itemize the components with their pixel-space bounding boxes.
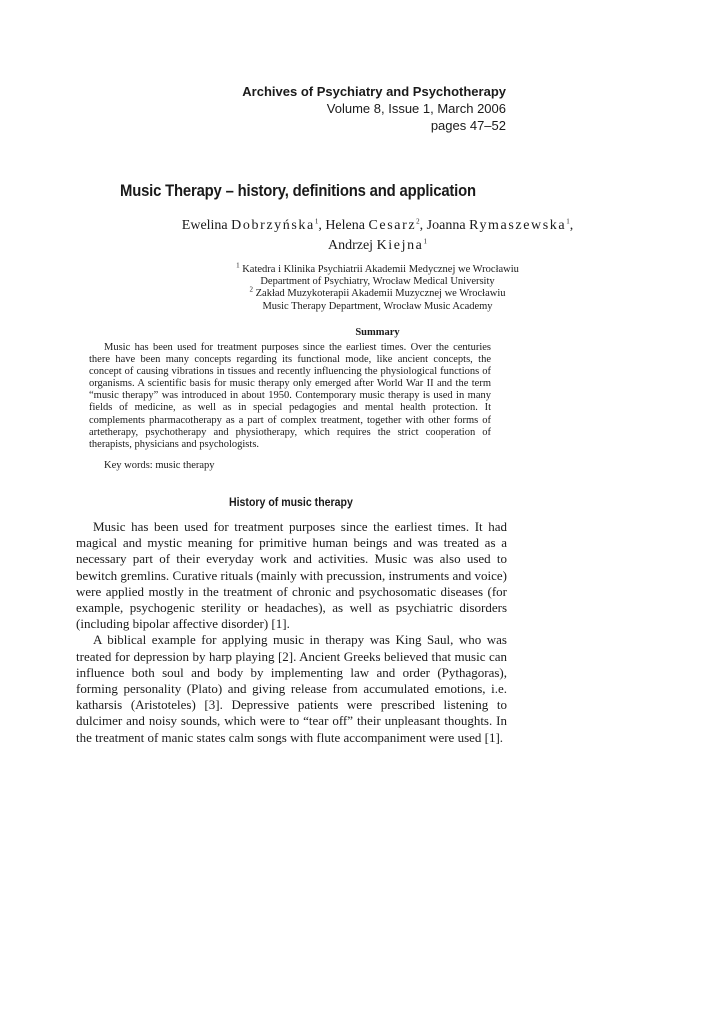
summary-heading: Summary — [355, 327, 400, 338]
author: Ewelina Dobrzyńska$^1$, — [181, 217, 326, 233]
section-heading: History of music therapy — [229, 495, 353, 509]
summary-text: Music has been used for treatment purposes since the earliest times. Over the centuries there have been many concepts regarding its functional mode, like ancient concepts, the concept of causing vibrations in tissues and recently influencing the physiological functions of organisms. A scientific basis for music therapy only emerged after World War II and the term “music therapy” was introduced in about 1950. Contemporary music therapy is used in many fields of medicine, as well as in special pedagogies and mental health protection. It complements pharmacotherapy as a part of complex treatment, together with other forms of artetherapy, psychotherapy and physiotherapy, which requires the strict cooperation of therapists, physicians and psychologists. — [89, 342, 491, 450]
body-paragraph: Music has been used for treatment purposes since the earliest times. It had magical and mystic meaning for primitive human beings and was treated as a necessary part of their everyday work and activities. Music was also used to bewitch gremlins. Curative rituals (mainly with precussion, instruments and voice) were applied mostly in the treatment of chronic and psychosomatic diseases (for example, psychogenic sterility or headaches), as well as psychiatric disorders (including bipolar affective disorder) [1]. — [76, 519, 507, 632]
affiliation-line: $^2$ Zakład Muzykoterapii Akademii Muzycznej we Wrocławiu — [249, 285, 506, 300]
affiliation-line: $^1$ Katedra i Klinika Psychiatrii Akademii Medycznej we Wrocławiu — [236, 261, 519, 275]
body-paragraph: A biblical example for applying music in therapy was King Saul, who was treated for depression by harp playing [2]. Ancient Greeks believed that music can influence both soul and body by implementing law and order (Pythagoras), forming personality (Plato) and giving release from accumulated emotions, i.e. katharsis (Aristoteles) [3]. Depressive patients were prescribed listening to dulcimer and noisy sounds, which were to “tear off” their unpleasant thoughts. In the treatment of manic states calm songs with flute accompaniment were used [1]. — [76, 632, 507, 745]
journal-pages: pages 47–52 — [430, 118, 506, 133]
paper-title: Music Therapy – history, definitions and application — [120, 182, 476, 200]
keywords: Key words: music therapy — [104, 460, 215, 471]
author: Helena Cesarz$^2$, — [325, 217, 427, 233]
author: Andrzej Kiejna$^1$ — [327, 237, 427, 253]
affiliation-line: Music Therapy Department, Wrocław Music Academy — [262, 300, 493, 312]
journal-name: Archives of Psychiatry and Psychotherapy — [242, 84, 506, 99]
journal-volume: Volume 8, Issue 1, March 2006 — [326, 101, 506, 116]
affiliation-line: Department of Psychiatry, Wrocław Medical University — [260, 276, 495, 288]
author-list — [85, 216, 670, 256]
affiliations — [85, 261, 670, 313]
author: Joanna Rymaszewska$^1$, — [426, 217, 574, 233]
section-body — [76, 519, 507, 746]
journal-header — [242, 83, 506, 134]
